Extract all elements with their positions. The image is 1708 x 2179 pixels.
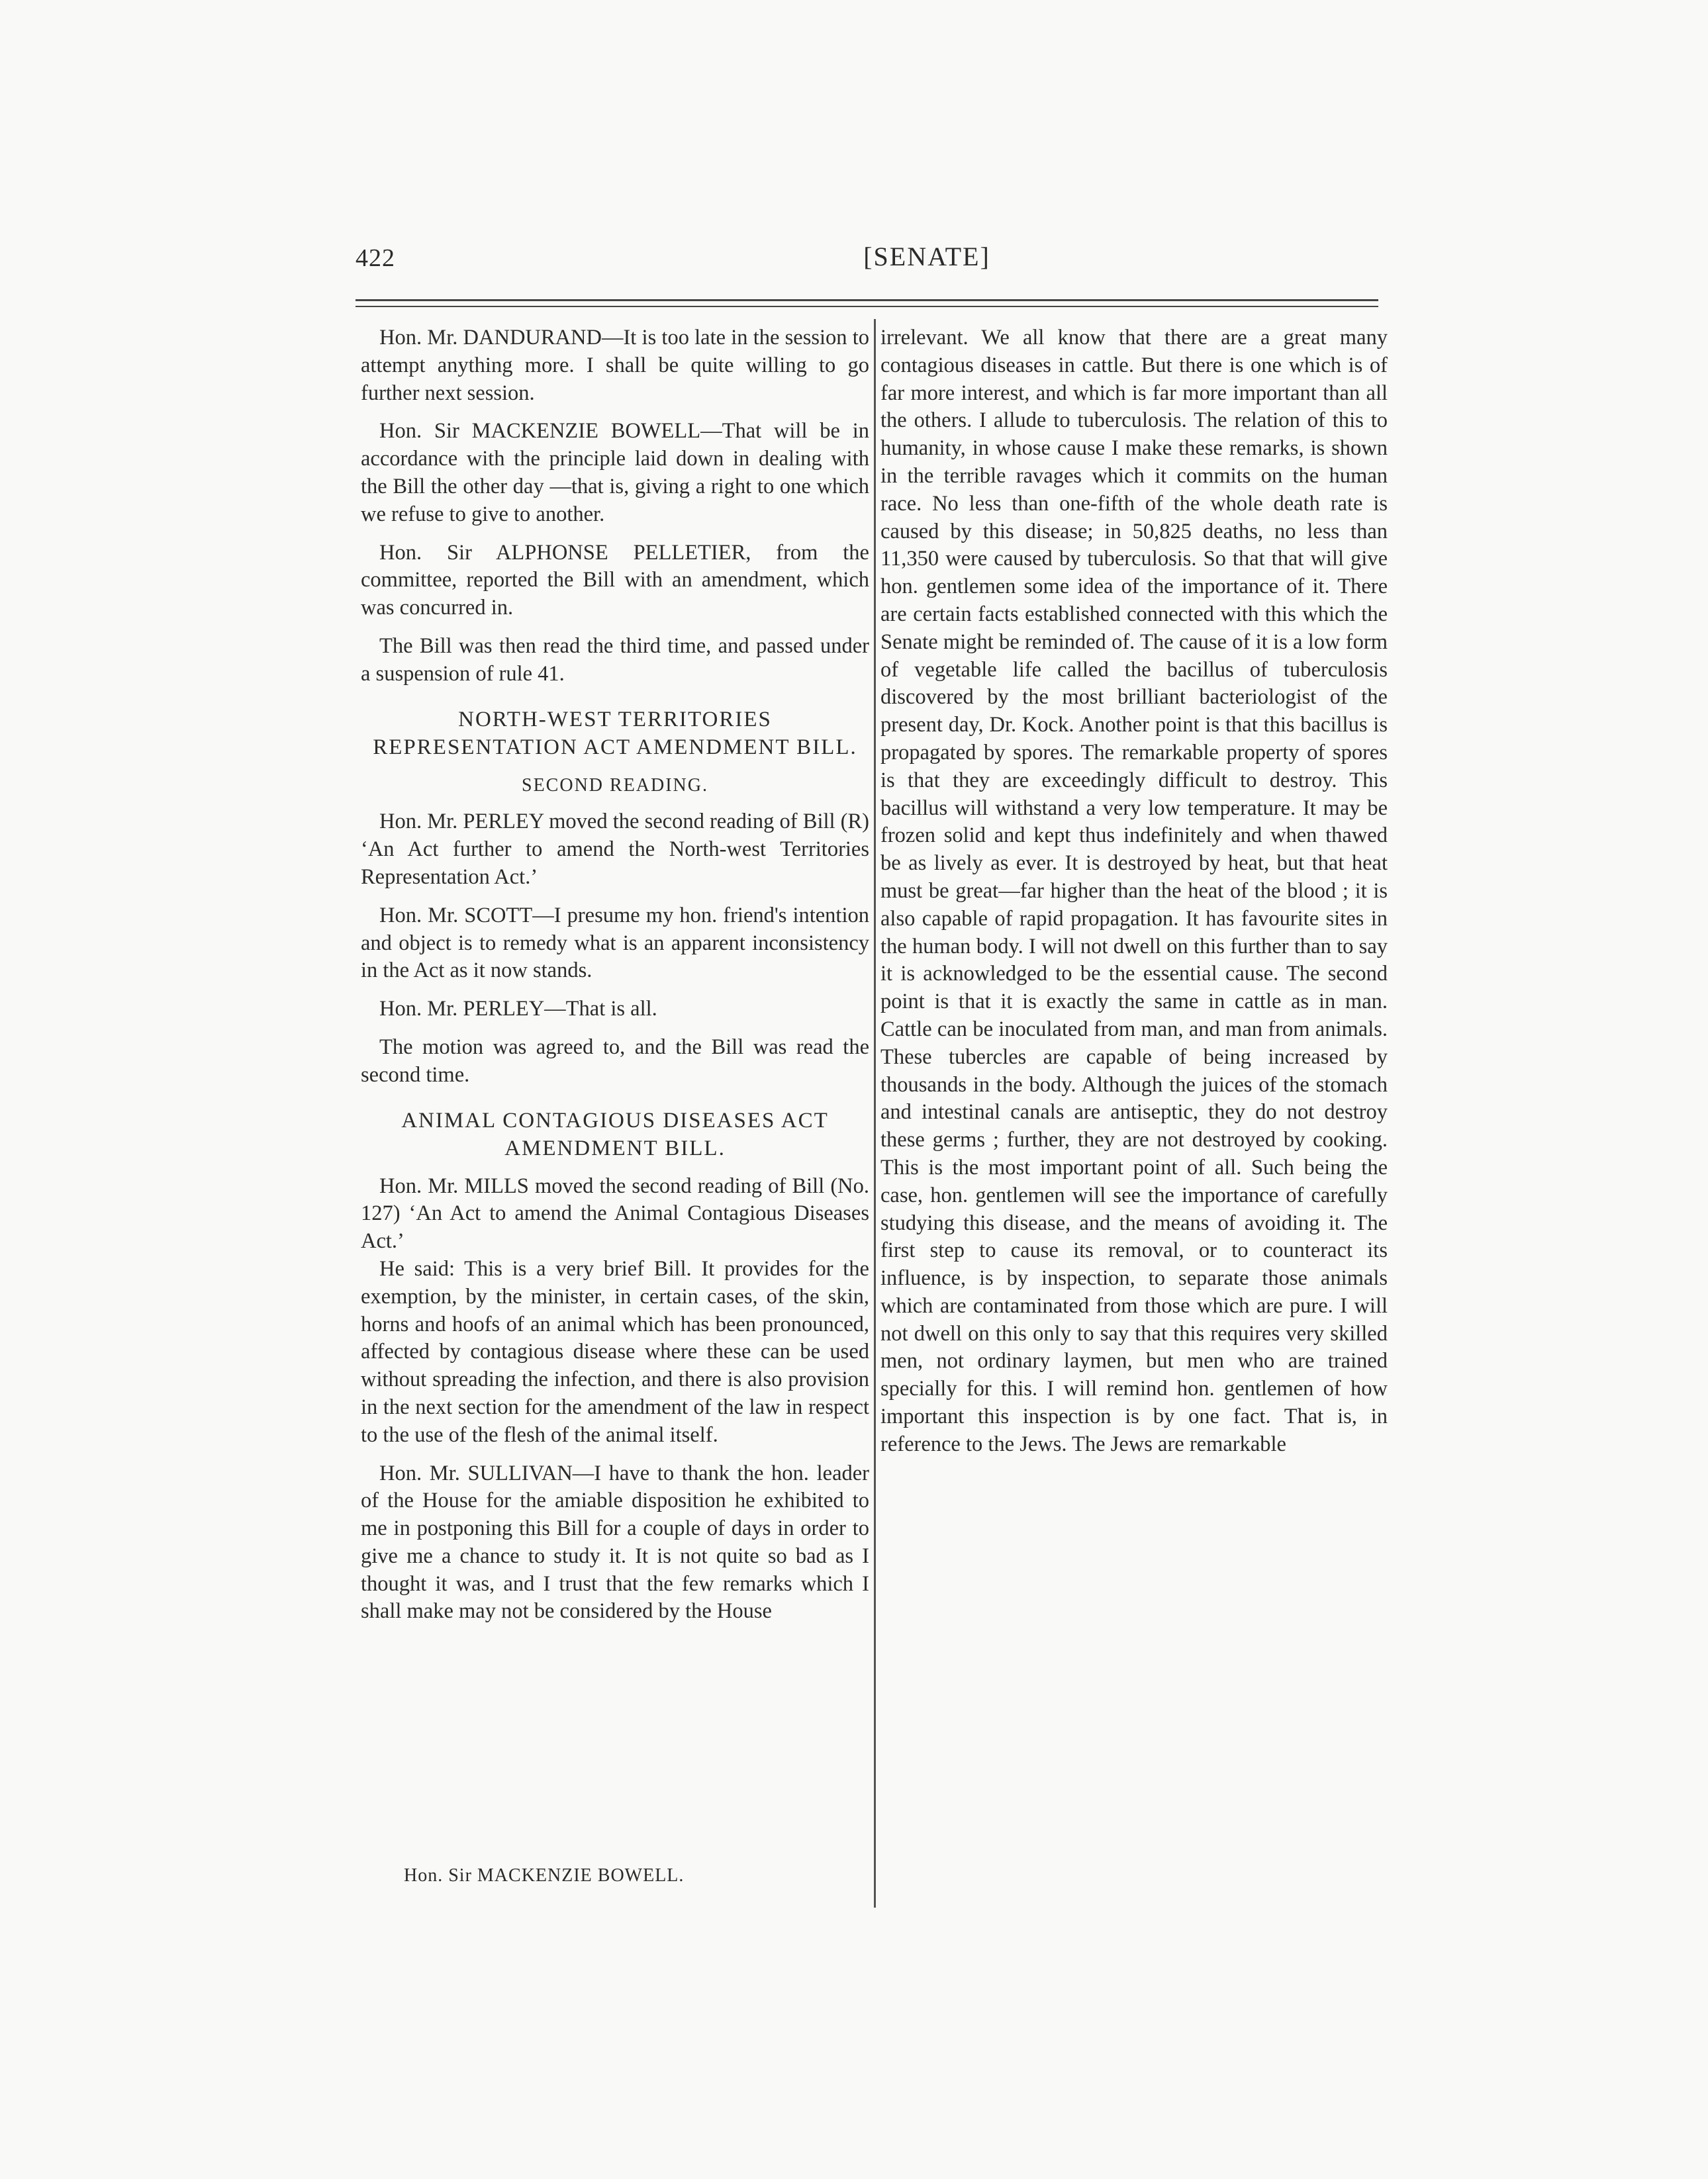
paragraph: Hon. Mr. SCOTT—I presume my hon. friend's intention and object is to remedy what is an apparent inconsistency in the Act as it now stands. — [361, 903, 869, 983]
section-heading: NORTH-WEST TERRITORIES REPRESENTATION ACT AMENDMENT BILL. — [373, 707, 857, 759]
paragraph: He said: This is a very brief Bill. It provides for the exemption, by the minister, in certain cases, of the skin, horns and hoofs of an animal which has been pronounced, affected by contagious disease where these can be used without spreading the infection, and there is also provision in the next section for the amendment of the law in respect to the use of the flesh of the animal itself. — [361, 1256, 869, 1447]
column-divider — [874, 319, 876, 1908]
header-rule — [356, 299, 1378, 301]
paragraph: Hon. Sir MACKENZIE BOWELL—That will be in accordance with the principle laid down in dealing with the Bill the other day —that is, giving a right to one which we refuse to give to another. — [361, 419, 869, 526]
paragraph: Hon. Mr. PERLEY—That is all. — [379, 997, 657, 1021]
paragraph: Hon. Mr. PERLEY moved the second reading of Bill (R) ‘An Act further to amend the North-west Territories Representation Act.’ — [361, 810, 869, 889]
paragraph: Hon. Sir ALPHONSE PELLETIER, from the committee, reported the Bill with an amendment, which was concurred in. — [361, 540, 869, 620]
paragraph: The Bill was then read the third time, and passed under a suspension of rule 41. — [361, 633, 869, 686]
paragraph: Hon. Mr. DANDURAND—It is too late in the session to attempt anything more. I shall be quite willing to go further next session. — [361, 326, 869, 405]
right-column — [880, 324, 1388, 1459]
section-subheading: SECOND READING. — [522, 774, 708, 796]
left-column — [361, 324, 869, 1626]
section-heading: ANIMAL CONTAGIOUS DISEASES ACT AMENDMENT BILL. — [401, 1108, 829, 1160]
header-rule-thin — [356, 306, 1378, 307]
footer-catchline: Hon. Sir MACKENZIE BOWELL. — [404, 1865, 685, 1886]
paragraph: irrelevant. We all know that there are a great many contagious diseases in cattle. But there is one which is of far more interest, and which is far more important than all the others. I allude to tuberculosis. The relation of this to humanity, in whose cause I make these remarks, is shown in the terrible ravages which it commits on the human race. No less than one-fifth of the whole death rate is caused by this disease; in 50,825 deaths, no less than 11,350 were caused by tuberculosis. So that that will give hon. gentlemen some idea of the importance of it. There are certain facts established connected with this which the Senate might be reminded of. The cause of it is a low form of vegetable life called the bacillus of tuberculosis discovered by the most brilliant bacteriologist of the present day, Dr. Kock. Another point is that this bacillus is propagated by spores. The remarkable property of spores is that they are exceedingly difficult to destroy. This bacillus will withstand a very low temperature. It may be frozen solid and kept thus indefinitely and when thawed be as lively as ever. It is destroyed by heat, but that heat must be great—far higher than the heat of the blood ; it is also capable of rapid propagation. It has favourite sites in the human body. I will not dwell on this further than to say it is acknowledged to be the essential cause. The second point is that it is exactly the same in cattle as in man. Cattle can be inoculated from man, and man from animals. These tubercles are capable of being increased by thousands in the body. Although the juices of the stomach and intestinal canals are antiseptic, they do not destroy these germs ; further, they are not destroyed by cooking. This is the most important point of all. Such being the case, hon. gentlemen will see the importance of carefully studying this disease, and the means of avoiding it. The first step to cause its removal, or to counteract its influence, is by inspection, to separate those animals which are contaminated from those which are pure. I will not dwell on this only to say that this requires very skilled men, not ordinary laymen, but men who are trained specially for this. I will remind hon. gentlemen of how important this inspection is by one fact. That is, in reference to the Jews. The Jews are remarkable — [880, 326, 1388, 1456]
page-number: 422 — [356, 244, 395, 272]
running-head: [SENATE] — [863, 242, 990, 271]
paragraph: Hon. Mr. MILLS moved the second reading of Bill (No. 127) ‘An Act to amend the Animal Contagious Diseases Act.’ — [361, 1174, 869, 1254]
paragraph: Hon. Mr. SULLIVAN—I have to thank the hon. leader of the House for the amiable disposition he exhibited to me in postponing this Bill for a couple of days in order to give me a chance to study it. It is not quite so bad as I thought it was, and I trust that the few remarks which I shall make may not be considered by the House — [361, 1461, 869, 1624]
paragraph: The motion was agreed to, and the Bill was read the second time. — [361, 1035, 869, 1087]
